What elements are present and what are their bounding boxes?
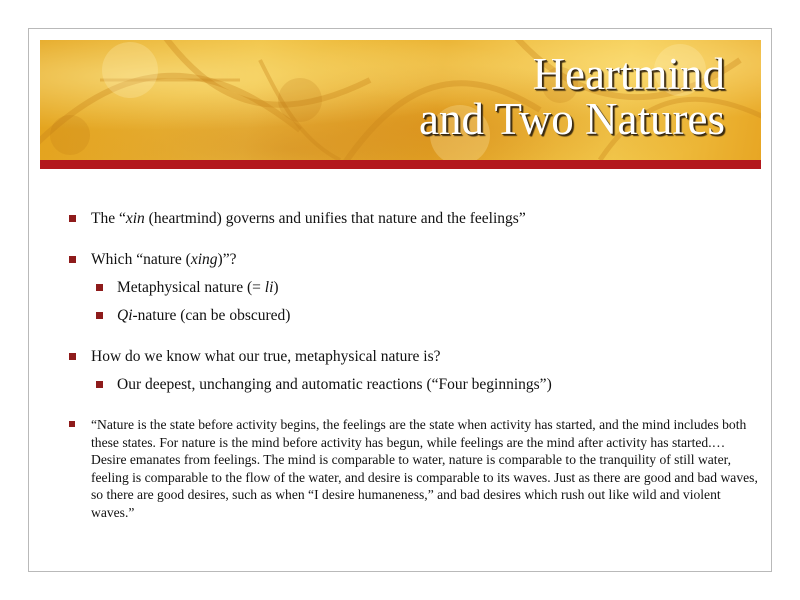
bullet-text: )”?: [217, 251, 237, 268]
bullet-italic-term: xing: [190, 251, 218, 268]
bullet-how-do-we-know: [69, 347, 759, 367]
sub-bullet-italic-term: li: [264, 279, 274, 296]
title-accent-bar: [40, 160, 761, 169]
sub-bullet-text: -nature (can be obscured): [132, 307, 291, 324]
quote-text: “Nature is the state before activity begins, the feelings are the state when activity has started, and the mind includes both these states. For nature is the mind before activity has begun, while feelings are the mind after activity has started.… Desire emanates from feelings. The mind is comparable to water, nature is comparable to the tranquility of still water, feeling is comparable to the flow of the water, and desire is comparable to its waves. Just as there are good and bad waves, so there are good desires, such as when “I desire humaneness,” and bad desires which rush out like wild and violent waves.”: [91, 417, 758, 520]
bullet-square-icon: [69, 353, 76, 360]
bullet-square-icon: [69, 215, 76, 222]
bullet-xin-governs: [69, 209, 759, 229]
sub-bullet-text: ): [273, 279, 279, 296]
bullet-nature-quote: [69, 416, 759, 521]
slide-title: [165, 49, 725, 144]
sub-bullet-metaphysical-nature: [69, 278, 759, 298]
bullet-text: (heartmind) governs and unifies that nature and the feelings”: [144, 210, 526, 227]
bullet-square-icon: [69, 256, 76, 263]
bullet-text: The “: [91, 210, 126, 227]
title-line-2: and Two Natures: [419, 94, 725, 144]
sub-bullet-text: Metaphysical nature (=: [117, 279, 265, 296]
sub-bullet-square-icon: [96, 381, 103, 388]
slide-body: [69, 209, 759, 521]
sub-bullet-square-icon: [96, 312, 103, 319]
sub-bullet-italic-term: Qi: [117, 307, 133, 324]
bullet-which-nature: [69, 250, 759, 270]
bullet-text: How do we know what our true, metaphysical nature is?: [91, 348, 441, 365]
sub-bullet-qi-nature: [69, 306, 759, 326]
sub-bullet-text: Our deepest, unchanging and automatic reactions (“Four beginnings”): [117, 376, 552, 393]
title-line-1: Heartmind: [532, 49, 725, 99]
bullet-italic-term: xin: [125, 210, 145, 227]
bullet-square-icon: [69, 421, 75, 427]
bullet-text: Which “nature (: [91, 251, 191, 268]
slide-frame: [28, 28, 772, 572]
title-banner: [40, 40, 761, 161]
sub-bullet-deepest-reactions: [69, 375, 759, 395]
sub-bullet-square-icon: [96, 284, 103, 291]
